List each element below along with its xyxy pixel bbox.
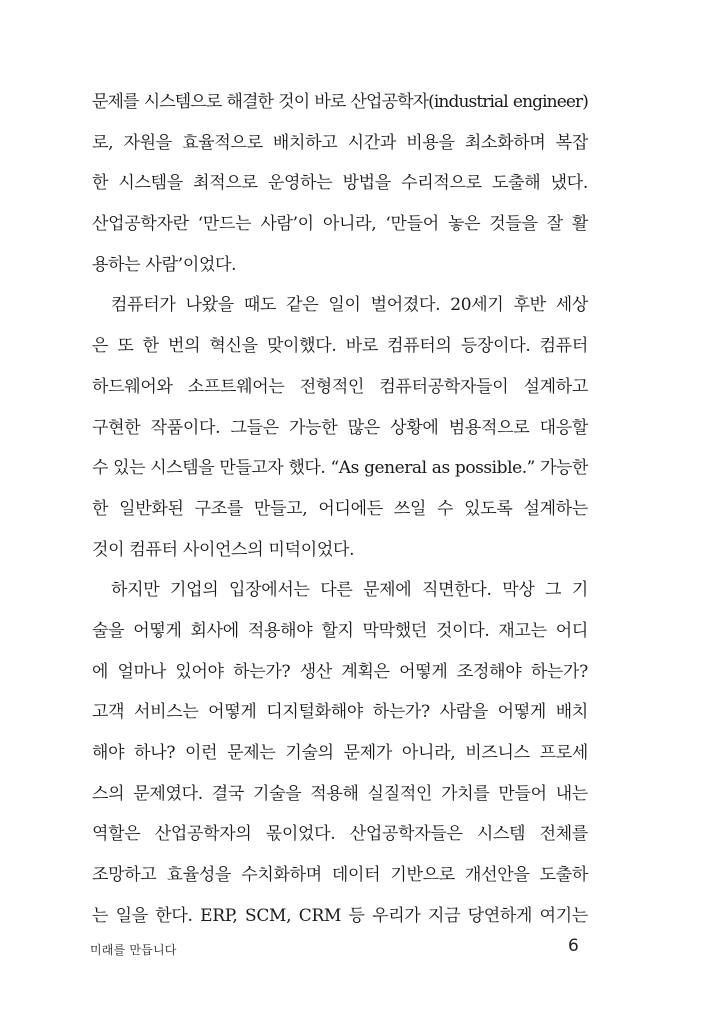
paragraph-3-line-1: 하지만 기업의 입장에서는 다른 문제에 직면한다. 막상 그 기 bbox=[111, 580, 588, 601]
page-number: 6 bbox=[568, 936, 579, 956]
paragraph-2-line-1: 컴퓨터가 나왔을 때도 같은 일이 벌어졌다. 20세기 후반 세상 bbox=[111, 295, 588, 316]
paragraph-1-line-2: 로, 자원을 효율적으로 배치하고 시간과 비용을 최소화하며 복잡 bbox=[92, 132, 588, 153]
paragraph-2-line-5: 수 있는 시스템을 만들고자 했다. “As general as possible.” 가능한 bbox=[92, 458, 588, 479]
paragraph-1-line-3: 한 시스템을 최적으로 운영하는 방법을 수리적으로 도출해 냈다. bbox=[92, 173, 588, 194]
paragraph-1-line-1: 문제를 시스템으로 해결한 것이 바로 산업공학자(industrial engineer) bbox=[92, 92, 588, 112]
paragraph-3-line-2: 술을 어떻게 회사에 적용해야 할지 막막했던 것이다. 재고는 어디 bbox=[92, 620, 588, 641]
paragraph-3-line-3: 에 얼마나 있어야 하는가? 생산 계획은 어떻게 조정해야 하는가? bbox=[92, 661, 588, 682]
paragraph-3-line-9: 는 일을 한다. ERP, SCM, CRM 등 우리가 지금 당연하게 여기는 bbox=[92, 905, 588, 926]
body-text bbox=[92, 82, 588, 936]
paragraph-3-line-6: 스의 문제였다. 결국 기술을 적용해 실질적인 가치를 만들어 내는 bbox=[92, 783, 588, 804]
running-footer-title: 미래를 만듭니다 bbox=[90, 943, 177, 957]
paragraph-3-line-8: 조망하고 효율성을 수치화하며 데이터 기반으로 개선안을 도출하 bbox=[92, 865, 588, 886]
paragraph-1-line-4: 산업공학자란 ‘만드는 사람’이 아니라, ‘만들어 놓은 것들을 잘 활 bbox=[92, 214, 588, 235]
paragraph-2-line-3: 하드웨어와 소프트웨어는 전형적인 컴퓨터공학자들이 설계하고 bbox=[92, 376, 588, 397]
paragraph-2-line-2: 은 또 한 번의 혁신을 맞이했다. 바로 컴퓨터의 등장이다. 컴퓨터 bbox=[92, 336, 588, 357]
paragraph-2-line-4: 구현한 작품이다. 그들은 가능한 많은 상황에 범용적으로 대응할 bbox=[92, 417, 588, 438]
paragraph-3-line-4: 고객 서비스는 어떻게 디지털화해야 하는가? 사람을 어떻게 배치 bbox=[92, 702, 588, 723]
paragraph-1-line-5: 용하는 사람’이었다. bbox=[92, 254, 237, 275]
paragraph-2-line-6: 한 일반화된 구조를 만들고, 어디에든 쓰일 수 있도록 설계하는 bbox=[92, 498, 588, 519]
paragraph-3-line-7: 역할은 산업공학자의 몫이었다. 산업공학자들은 시스템 전체를 bbox=[92, 824, 588, 845]
paragraph-3-line-5: 해야 하나? 이런 문제는 기술의 문제가 아니라, 비즈니스 프로세 bbox=[92, 743, 588, 763]
paragraph-2-line-7: 것이 컴퓨터 사이언스의 미덕이었다. bbox=[92, 539, 355, 560]
